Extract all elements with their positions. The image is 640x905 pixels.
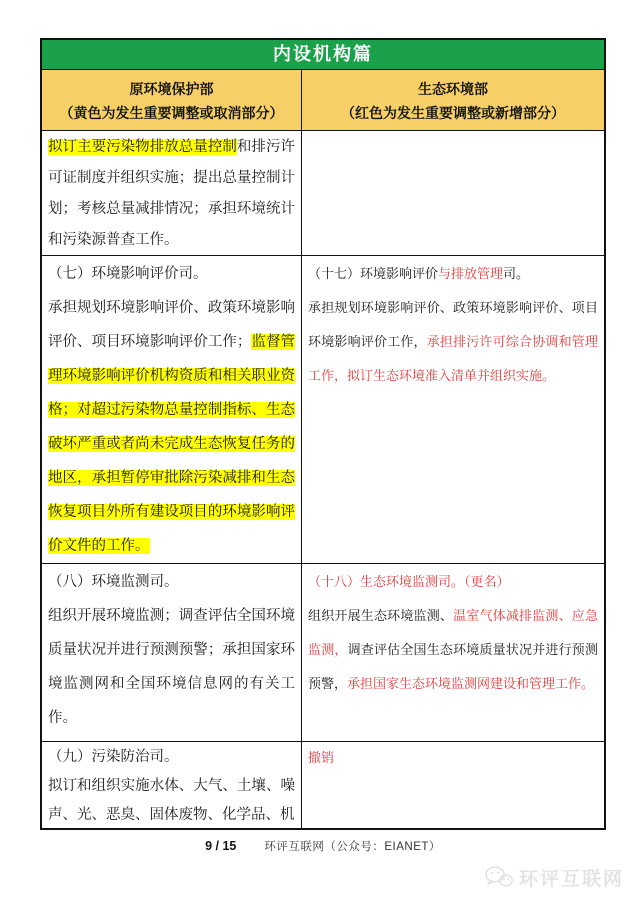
paragraph [48,132,295,255]
text-segment: 司。 [503,266,530,281]
column-header-new-ministry [302,70,604,130]
paragraph [48,257,295,291]
page-number: 9 / 15 [205,839,237,853]
text-segment: 组织开展生态环境监测、 [308,608,454,623]
text-segment: 承担规划环境影响评价、政策环境影响评价、项目环境影响评价工作， [308,300,598,349]
comparison-table [40,38,606,830]
column-subtitle: （黄色为发生重要调整或取消部分） [59,105,284,121]
red-change-text: （十八）生态环境监测司。（更名） [308,574,510,589]
watermark-text: 环评互联网 [518,869,624,890]
text-segment: 调查评估全国生态环境质量状况并进行预测预警， [308,642,598,691]
paragraph [48,743,295,772]
cell-old-monitoring-department [42,564,302,741]
cell-old-eia-department [42,256,302,563]
column-title: 原环境保护部 [129,81,214,97]
paragraph [48,772,295,828]
section-title-bar [42,40,604,70]
highlighted-text: 监督管理环境影响评价机构资质和相关职业资格；对超过污染物总量控制指标、生态破坏严重或者尚未完成生态恢复任务的地区，承担暂停审批除污染减排和生态恢复项目外所有建设项目的环境影响评价文件的工作。 [48,334,295,554]
cell-new-monitoring-department [302,564,604,741]
table-row [42,131,604,256]
page-footer [40,838,606,854]
section-title: 内设机构篇 [273,44,373,64]
paragraph [308,743,598,772]
watermark [484,864,624,891]
text-segment: 承担规划环境影响评价、政策环境影响评价、项目环境影响评价工作； [48,300,295,350]
column-subtitle: （红色为发生重要调整或新增部分） [341,105,565,121]
cell-old-total-emission-control [42,131,302,255]
text-segment: 和排污许可证制度并组织实施；提出总量控制计划；考核总量减排情况；承担环境统计和污染源普查工作。 [48,139,295,248]
paragraph [48,291,295,563]
text-segment: （八）环境监测司。 [48,574,179,590]
text-segment: （十七）环境影响评价 [308,266,439,281]
paragraph [308,291,598,393]
paragraph [48,565,295,599]
red-change-text: 温室气体减排监测、应急监测， [308,608,598,657]
table-row [42,742,604,828]
paragraph [308,257,598,291]
text-segment: （九）污染防治司。 [48,749,179,765]
red-change-text: 承担排污许可综合协调和管理工作，拟订生态环境准入清单并组织实施。 [308,334,598,383]
text-segment: 拟订和组织实施水体、大气、土壤、噪声、光、恶臭、固体废物、化学品、机 [48,778,295,823]
highlighted-text: 拟订主要污染物排放总量控制 [48,139,237,155]
cell-new-empty [302,131,604,255]
cell-new-eia-department [302,256,604,563]
column-title: 生态环境部 [418,81,488,97]
paragraph [48,599,295,735]
paragraph [308,565,598,599]
column-header-old-ministry [42,70,302,130]
cell-old-pollution-control-department [42,742,302,828]
column-header-row [42,70,604,131]
footer-source: 环评互联网（公众号：EIANET） [264,841,441,853]
cell-new-revoked [302,742,604,828]
red-change-text: 与排放管理 [438,266,504,281]
paragraph [308,599,598,701]
table-row [42,256,604,564]
text-segment: 组织开展环境监测；调查评估全国环境质量状况并进行预测预警；承担国家环境监测网和全国环境信息网的有关工作。 [48,608,295,726]
red-change-text: 撤销 [308,750,335,765]
text-segment: （七）环境影响评价司。 [48,266,208,282]
table-row [42,564,604,742]
red-change-text: 承担国家生态环境监测网建设和管理工作。 [347,676,595,691]
wechat-icon [484,865,514,890]
